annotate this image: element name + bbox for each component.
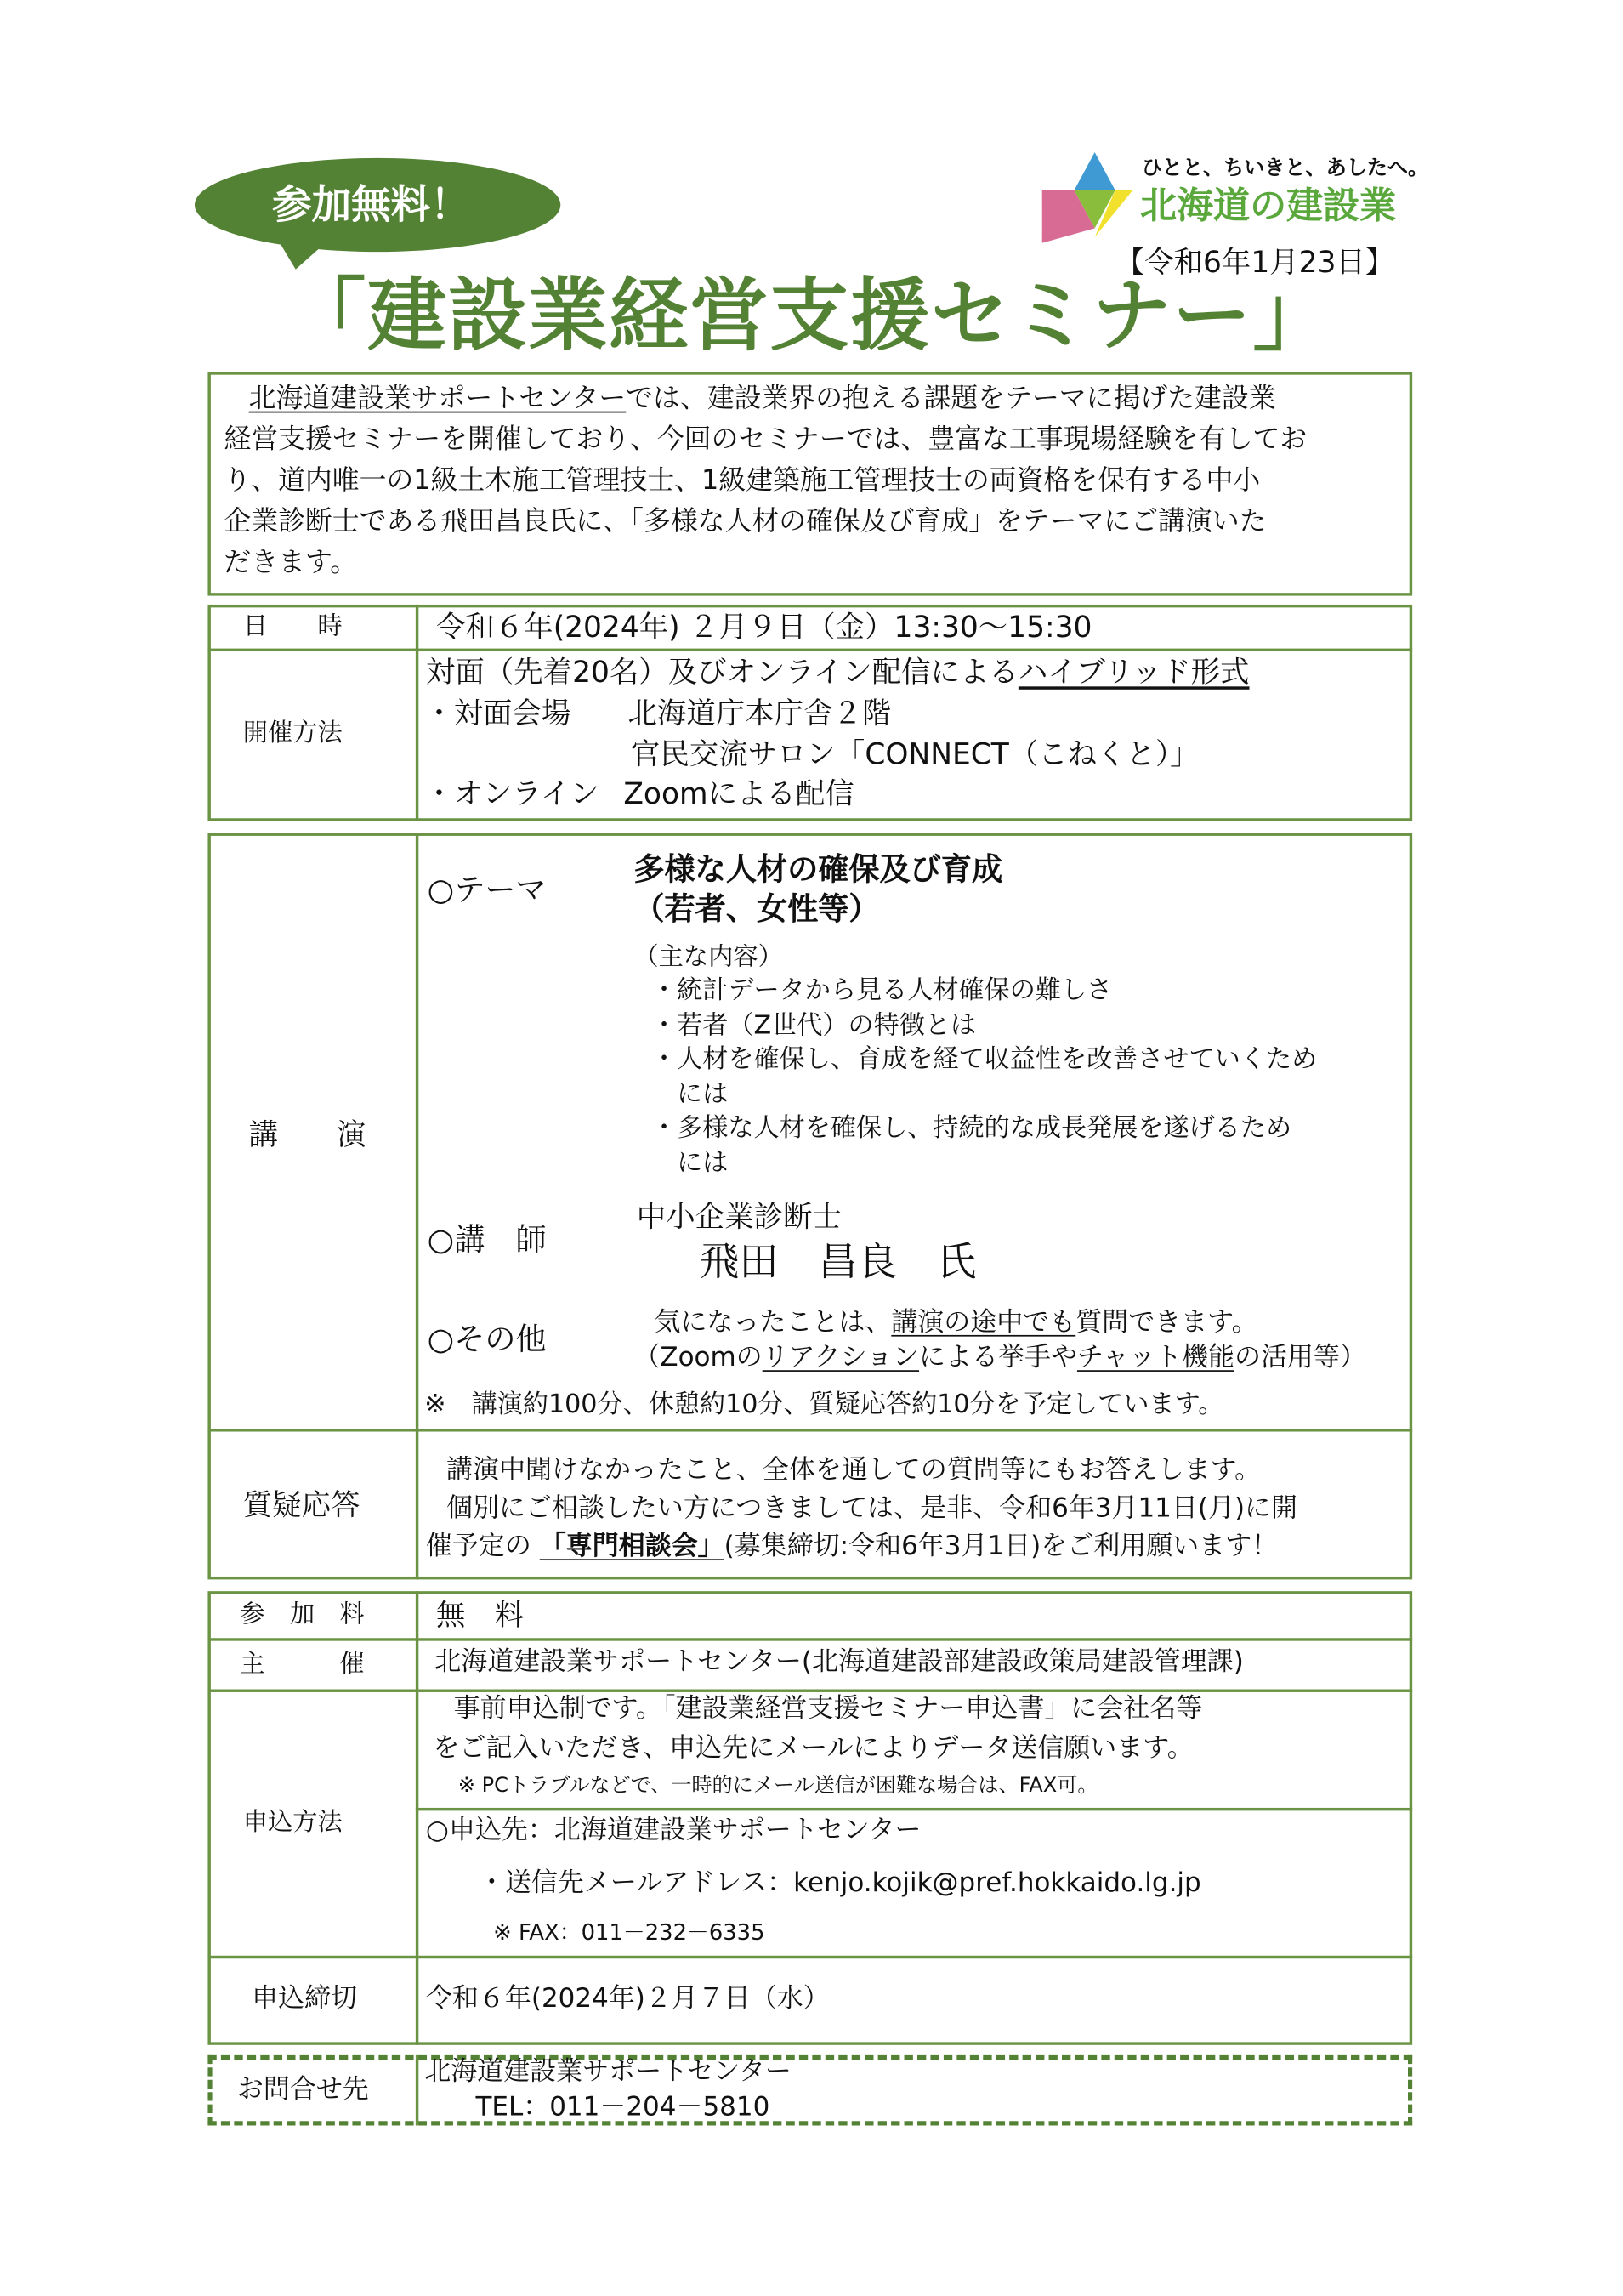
contact-tel[interactable]: TEL：011－204－5810 — [475, 2091, 770, 2123]
other-label: ○その他 — [427, 1321, 547, 1357]
date-label: 日 時 — [242, 611, 343, 641]
intro-line-2: 経営支援セミナーを開催しており、今回のセミナーでは、豊富な工事現場経験を有してお — [224, 424, 1308, 456]
other-text: 質問できます。 — [1075, 1307, 1258, 1338]
free-badge-text: 参加無料！ — [272, 183, 470, 229]
email-line — [479, 1868, 1201, 1900]
fee-value: 無 料 — [435, 1597, 525, 1633]
venue-label: ・対面会場 — [424, 695, 571, 730]
fee-label: 参 加 料 — [240, 1600, 365, 1629]
qa-label: 質疑応答 — [242, 1486, 360, 1523]
consultation-link: 「専門相談会」 — [539, 1531, 724, 1562]
contact-org: 北海道建設業サポートセンター — [424, 2056, 792, 2088]
contents-item: ・多様な人材を確保し、持続的な成長発展を遂げるため — [651, 1113, 1292, 1144]
lecture-label: 講 演 — [248, 1117, 366, 1152]
host-label: 主 催 — [240, 1650, 365, 1679]
date-value: 令和６年(2024年) ２月９日（金）13:30～15:30 — [435, 609, 1092, 645]
divider — [207, 1429, 1412, 1431]
contents-item: には — [651, 1149, 729, 1179]
divider — [416, 2055, 418, 2126]
email-label: ・送信先メールアドレス： — [478, 1867, 794, 1899]
other-text: の活用等） — [1234, 1342, 1366, 1373]
qa-line-1: 講演中聞けなかったこと、全体を通しての質問等にもお答えします。 — [446, 1455, 1262, 1486]
method-label: 開催方法 — [242, 719, 343, 748]
logo-mark-icon — [1042, 152, 1133, 243]
qa-line-2: 個別にご相談したい方につきましては、是非、令和6年3月11日(月)に開 — [446, 1492, 1298, 1524]
intro-line-3: り、道内唯一の1級土木施工管理技士、1級建築施工管理技士の両資格を保有する中小 — [224, 465, 1261, 497]
venue-line-1: 北海道庁本庁舎２階 — [627, 695, 892, 730]
apply-to: ○申込先：北海道建設業サポートセンター — [425, 1815, 922, 1846]
divider — [207, 1956, 1412, 1958]
method-text: 対面（先着20名）及びオンライン配信による — [425, 654, 1019, 690]
divider — [207, 1689, 1412, 1691]
intro-text: では、建設業界の抱える課題をテーマに掲げた建設業 — [626, 384, 1276, 415]
reaction-underlined: リアクション — [762, 1342, 920, 1373]
other-text: による挙手や — [919, 1342, 1077, 1373]
deadline-value: 令和６年(2024年)２月７日（水） — [425, 1983, 830, 2015]
intro-line-5: だきます。 — [224, 547, 358, 578]
qa-text: 催予定の — [425, 1531, 531, 1562]
qa-text: (募集締切:令和6年3月1日)をご利用願います！ — [724, 1531, 1279, 1562]
contents-heading: （主な内容） — [633, 942, 783, 973]
speaker-label: ○講 師 — [427, 1222, 547, 1258]
other-line-2 — [633, 1343, 1366, 1374]
logo-tagline: ひとと、ちいきと、あしたへ。 — [1141, 156, 1429, 180]
page-title: 「建設業経営支援セミナー」 — [287, 269, 1334, 362]
theme-line-2: （若者、女性等） — [633, 891, 880, 927]
logo-name: 北海道の建設業 — [1139, 184, 1397, 227]
other-text: （Zoomの — [633, 1342, 763, 1373]
divider — [416, 1591, 418, 2045]
deadline-label: 申込締切 — [252, 1983, 358, 2015]
other-text: 気になったことは、 — [654, 1307, 892, 1338]
email-address[interactable]: kenjo.kojik@pref.hokkaido.lg.jp — [793, 1867, 1201, 1899]
divider — [416, 605, 418, 821]
online-label: ・オンライン — [424, 776, 599, 811]
other-underlined: 講演の途中でも — [891, 1307, 1076, 1338]
divider — [416, 1808, 1412, 1810]
apply-note: ※ PCトラブルなどで、一時的にメール送信が困難な場合は、FAX可。 — [457, 1774, 1098, 1798]
theme-line-1: 多様な人材の確保及び育成 — [633, 851, 1003, 888]
theme-label: ○テーマ — [427, 872, 547, 908]
lecture-note: ※ 講演約100分、休憩約10分、質疑応答約10分を予定しています。 — [424, 1390, 1224, 1420]
divider — [207, 1638, 1412, 1640]
apply-line-1: 事前申込制です。「建設業経営支援セミナー申込書」に会社名等 — [453, 1693, 1203, 1725]
apply-line-2: をご記入いただき、申込先にメールによりデータ送信願います。 — [433, 1733, 1194, 1765]
apply-label: 申込方法 — [242, 1807, 343, 1838]
speaker-name: 飛田 昌良 氏 — [699, 1240, 977, 1286]
method-line — [426, 654, 1250, 689]
contact-label: お問合せ先 — [236, 2074, 369, 2106]
speaker-title: 中小企業診断士 — [636, 1198, 842, 1235]
contact-box — [207, 2055, 1412, 2126]
chat-underlined: チャット機能 — [1076, 1342, 1234, 1373]
issue-date: 【令和6年1月23日】 — [1115, 244, 1395, 280]
org-name-link: 北海道建設業サポートセンター — [248, 384, 627, 415]
intro-line-4: 企業診断士である飛田昌良氏に、「多様な人材の確保及び育成」をテーマにご講演いた — [224, 506, 1267, 537]
venue-line-2: 官民交流サロン「CONNECT（こねくと）」 — [630, 736, 1200, 772]
hybrid-format: ハイブリッド形式 — [1018, 654, 1250, 690]
host-value: 北海道建設業サポートセンター(北海道建設部建設政策局建設管理課) — [434, 1646, 1244, 1678]
divider — [416, 833, 418, 1579]
contents-item: には — [651, 1080, 729, 1110]
contents-item: ・統計データから見る人材確保の難しさ — [651, 976, 1113, 1006]
other-line-1 — [654, 1307, 1257, 1338]
contents-item: ・若者（Z世代）の特徴とは — [651, 1011, 977, 1041]
divider — [207, 649, 1412, 651]
online-value: Zoomによる配信 — [623, 776, 854, 811]
fax-number: ※ FAX：011－232－6335 — [493, 1918, 765, 1946]
contents-item: ・人材を確保し、育成を経て収益性を改善させていくため — [651, 1045, 1318, 1075]
intro-line-1 — [249, 384, 1276, 416]
qa-line-3 — [426, 1532, 1278, 1563]
